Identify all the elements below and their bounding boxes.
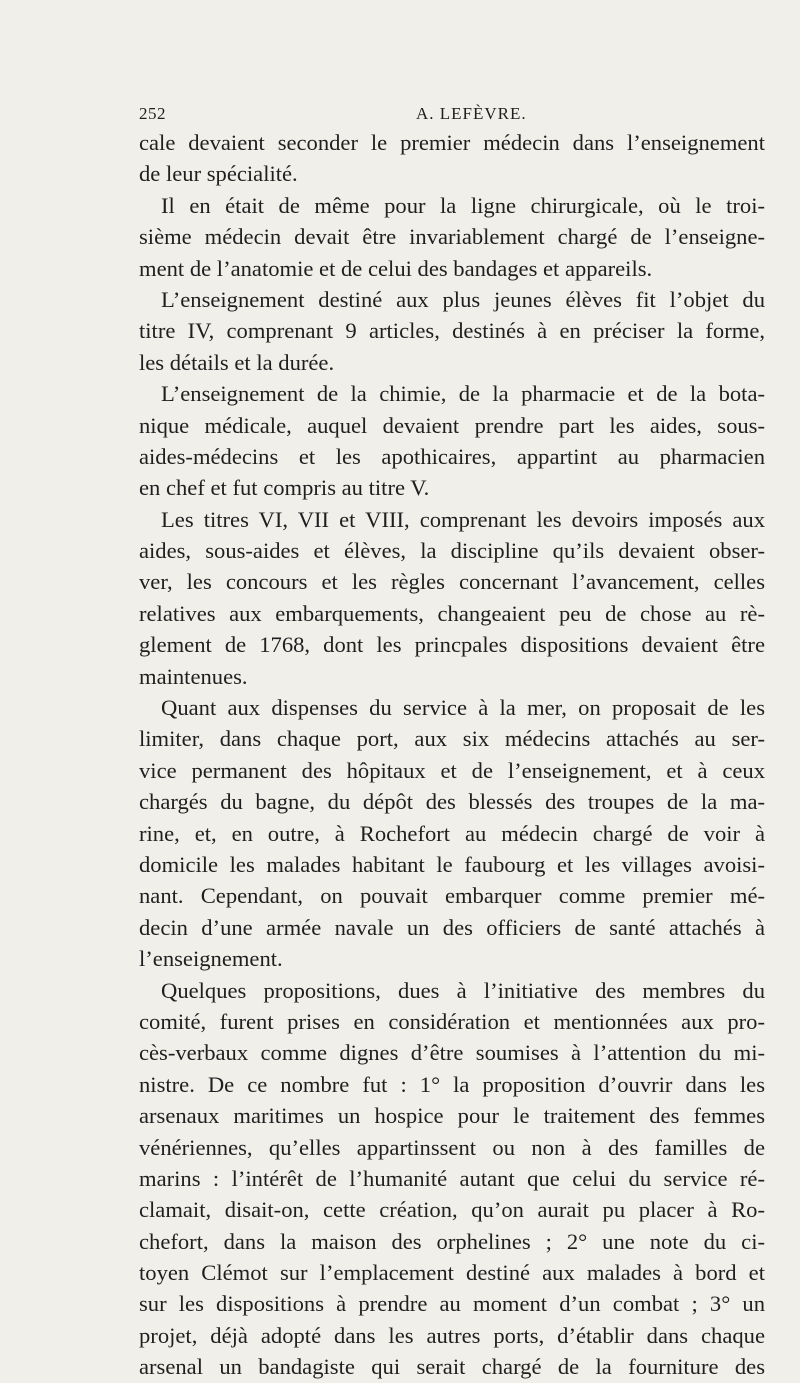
text-line: cale devaient seconder le premier médecin dans l’enseignement <box>139 130 765 155</box>
text-line: rine, et, en outre, à Rochefort au médecin chargé de voir à <box>139 820 765 846</box>
text-line: marins : l’intérêt de l’humanité autant que celui du service ré- <box>139 1165 765 1191</box>
text-line: clamait, disait-on, cette création, qu’on aurait pu placer à Ro- <box>139 1197 765 1223</box>
text-line: arsenal un bandagiste qui serait chargé de la fourniture des <box>139 1354 765 1380</box>
text-line: glement de 1768, dont les princpales dispositions devaient être <box>139 632 765 658</box>
text-line: L’enseignement destiné aux plus jeunes élèves fit l’objet du <box>161 286 765 312</box>
text-line: ver, les concours et les règles concernant l’avancement, celles <box>139 569 765 595</box>
text-line: chefort, dans la maison des orphelines ; 2° une note du ci- <box>139 1228 765 1254</box>
text-line: Il en était de même pour la ligne chirurgicale, où le troi- <box>161 192 765 218</box>
text-line: limiter, dans chaque port, aux six médecins attachés au ser- <box>139 726 765 752</box>
text-line: maintenues. <box>139 663 248 689</box>
text-line: titre IV, comprenant 9 articles, destinés à en préciser la forme, <box>139 318 765 344</box>
text-line: arsenaux maritimes un hospice pour le traitement des femmes <box>139 1103 765 1129</box>
text-line: aides-médecins et les apothicaires, appartint au pharmacien <box>139 443 765 469</box>
text-line: vice permanent des hôpitaux et de l’enseignement, et à ceux <box>139 757 765 783</box>
text-line: toyen Clémot sur l’emplacement destiné aux malades à bord et <box>139 1260 765 1286</box>
text-line: sième médecin devait être invariablement chargé de l’enseigne- <box>139 224 765 250</box>
text-line: chargés du bagne, du dépôt des blessés des troupes de la ma- <box>139 789 765 815</box>
text-line: comité, furent prises en considération et mentionnées aux pro- <box>139 1008 765 1034</box>
text-line: les détails et la durée. <box>139 349 335 375</box>
running-head: A. LEFÈVRE. <box>416 104 527 123</box>
text-line: de leur spécialité. <box>139 161 298 187</box>
text-line: vénériennes, qu’elles appartinssent ou non à des familles de <box>139 1134 765 1160</box>
text-line: nique médicale, auquel devaient prendre part les aides, sous- <box>139 412 765 438</box>
text-line: en chef et fut compris au titre V. <box>139 475 430 501</box>
text-line: ment de l’anatomie et de celui des bandages et appareils. <box>139 255 653 281</box>
text-line: nistre. De ce nombre fut : 1° la proposition d’ouvrir dans les <box>139 1071 765 1097</box>
text-line: Quant aux dispenses du service à la mer, on proposait de les <box>161 695 765 721</box>
text-line: Les titres VI, VII et VIII, comprenant les devoirs imposés aux <box>161 506 765 532</box>
text-line: cès-verbaux comme dignes d’être soumises à l’attention du mi- <box>139 1040 765 1066</box>
text-line: sur les dispositions à prendre au moment d’un combat ; 3° un <box>139 1291 765 1317</box>
text-line: Quelques propositions, dues à l’initiative des membres du <box>161 977 765 1003</box>
text-line: decin d’une armée navale un des officiers de santé attachés à <box>139 914 765 940</box>
text-line: relatives aux embarquements, changeaient peu de chose au rè- <box>139 600 765 626</box>
text-line: aides, sous-aides et élèves, la discipline qu’ils devaient obser- <box>139 538 765 564</box>
text-line: l’enseignement. <box>139 946 283 972</box>
text-line: domicile les malades habitant le faubourg et les villages avoisi- <box>139 851 765 877</box>
text-line: nant. Cependant, on pouvait embarquer comme premier mé- <box>139 883 765 909</box>
page-number: 252 <box>139 104 166 123</box>
text-line: L’enseignement de la chimie, de la pharmacie et de la bota- <box>161 381 765 407</box>
body-text <box>139 127 765 1383</box>
text-line: projet, déjà adopté dans les autres ports, d’établir dans chaque <box>139 1322 765 1348</box>
